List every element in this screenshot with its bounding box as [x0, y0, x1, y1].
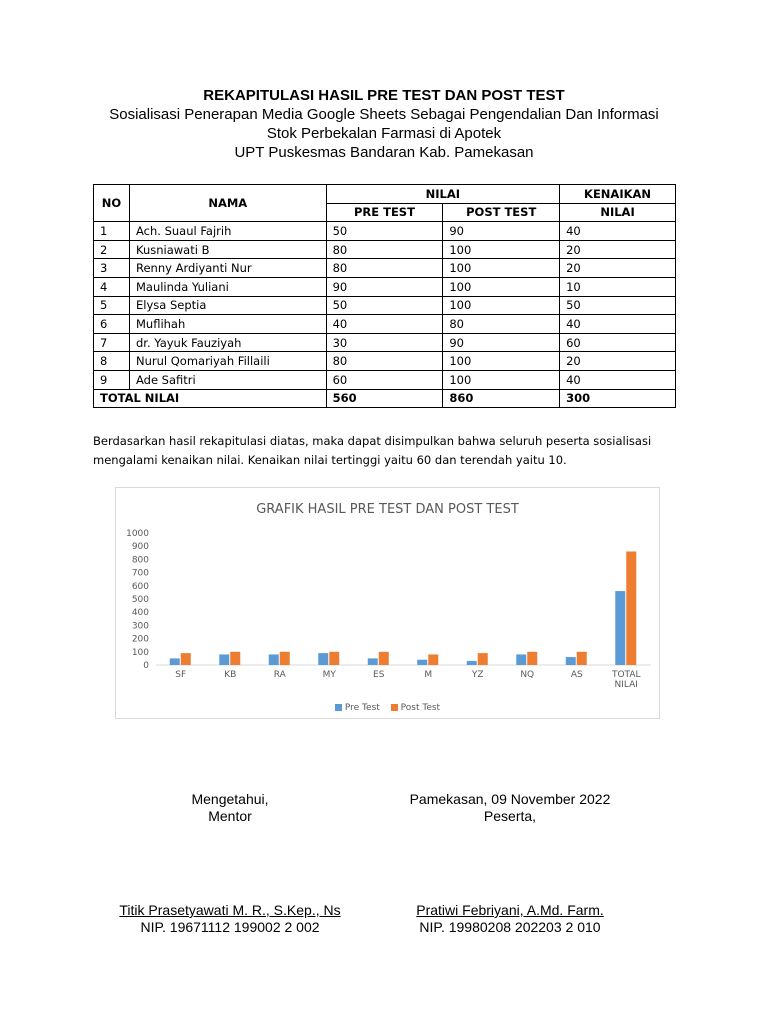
x-tick-label: TOTAL: [611, 670, 641, 680]
table-row: [94, 296, 676, 315]
table-row: [94, 240, 676, 259]
x-tick-label: SF: [175, 670, 187, 680]
y-tick-label: 300: [131, 621, 149, 632]
legend-label-pre: Pre Test: [344, 703, 380, 713]
table-row: [94, 315, 676, 334]
mentor-label: Mentor: [208, 808, 252, 824]
cell-post: 90: [443, 333, 560, 352]
table-row: [94, 222, 676, 241]
x-tick-label: KB: [224, 670, 237, 680]
bar-post-test: [527, 652, 537, 665]
cell-nama: dr. Yayuk Fauziyah: [129, 333, 326, 352]
y-tick-label: 600: [131, 581, 149, 592]
header-kenaikan-1: KENAIKAN: [560, 185, 676, 204]
table-row: [94, 352, 676, 371]
signature-left-heading: [100, 791, 360, 825]
table-row: [94, 370, 676, 389]
cell-nama: Muflihah: [129, 315, 326, 334]
header-post-test: POST TEST: [443, 203, 560, 222]
bar-pre-test: [368, 658, 378, 665]
cell-no: 4: [94, 277, 130, 296]
legend-item-pre: [335, 703, 380, 713]
header-pre-test: PRE TEST: [326, 203, 443, 222]
total-row: [94, 389, 676, 408]
peserta-label: Peserta,: [483, 808, 537, 824]
chart-title: GRAFIK HASIL PRE TEST DAN POST TEST: [256, 502, 519, 517]
cell-nama: Elysa Septia: [129, 296, 326, 315]
bar-pre-test: [170, 658, 180, 665]
cell-naik: 20: [560, 240, 676, 259]
mentor-name: Titik Prasetyawati M. R., S.Kep., Ns: [119, 902, 341, 918]
cell-naik: 20: [560, 259, 676, 278]
bar-pre-test: [467, 661, 477, 665]
bar-post-test: [626, 551, 636, 665]
cell-post: 90: [443, 222, 560, 241]
cell-nama: Nurul Qomariyah Fillaili: [129, 352, 326, 371]
bar-pre-test: [219, 654, 229, 665]
bar-post-test: [329, 652, 339, 665]
bar-post-test: [577, 652, 587, 665]
bar-post-test: [181, 653, 191, 665]
cell-naik: 60: [560, 333, 676, 352]
cell-nama: Ach. Suaul Fajrih: [129, 222, 326, 241]
cell-pre: 30: [326, 333, 443, 352]
total-label: TOTAL NILAI: [94, 389, 327, 408]
table-row: [94, 259, 676, 278]
bar-post-test: [280, 652, 290, 665]
y-tick-label: 1000: [126, 529, 149, 539]
cell-naik: 50: [560, 296, 676, 315]
cell-post: 80: [443, 315, 560, 334]
cell-no: 5: [94, 296, 130, 315]
y-tick-label: 100: [131, 647, 149, 658]
cell-post: 100: [443, 259, 560, 278]
cell-pre: 50: [326, 296, 443, 315]
x-tick-label: NQ: [520, 670, 535, 680]
y-tick-label: 200: [131, 634, 149, 645]
cell-pre: 80: [326, 259, 443, 278]
cell-pre: 50: [326, 222, 443, 241]
x-tick-label: RA: [273, 670, 286, 680]
y-tick-label: 900: [131, 542, 149, 553]
header-nilai: NILAI: [326, 185, 560, 204]
place-date: Pamekasan, 09 November 2022: [409, 791, 611, 807]
cell-pre: 90: [326, 277, 443, 296]
cell-post: 100: [443, 240, 560, 259]
header-no: NO: [94, 185, 130, 222]
cell-nama: Renny Ardiyanti Nur: [129, 259, 326, 278]
subtitle-line-3: UPT Puskesmas Bandaran Kab. Pamekasan: [234, 144, 534, 161]
subtitle-line-1: Sosialisasi Penerapan Media Google Sheets Sebagai Pengendalian Dan Informasi: [109, 106, 659, 123]
cell-pre: 80: [326, 240, 443, 259]
x-tick-label: ES: [373, 670, 385, 680]
bar-post-test: [379, 652, 389, 665]
mentor-nip: NIP. 19671112 199002 2 002: [140, 919, 320, 935]
table-row: [94, 333, 676, 352]
total-post: 860: [443, 389, 560, 408]
cell-no: 9: [94, 370, 130, 389]
cell-naik: 40: [560, 370, 676, 389]
x-tick-label: NILAI: [614, 680, 638, 690]
cell-post: 100: [443, 277, 560, 296]
total-kenaikan: 300: [560, 389, 676, 408]
bar-post-test: [478, 653, 488, 665]
rekap-table: [93, 184, 676, 408]
chart-container: [115, 487, 660, 719]
table-row: [94, 277, 676, 296]
cell-post: 100: [443, 296, 560, 315]
cell-no: 3: [94, 259, 130, 278]
cell-nama: Ade Safitri: [129, 370, 326, 389]
bar-chart: [116, 488, 659, 718]
cell-no: 7: [94, 333, 130, 352]
legend-swatch-pre: [335, 704, 342, 711]
cell-naik: 40: [560, 315, 676, 334]
document-header: [0, 86, 768, 162]
bar-pre-test: [417, 660, 427, 665]
header-kenaikan-2: NILAI: [560, 203, 676, 222]
bar-pre-test: [318, 653, 328, 665]
cell-no: 1: [94, 222, 130, 241]
cell-pre: 80: [326, 352, 443, 371]
bar-pre-test: [615, 591, 625, 665]
conclusion-paragraph: Berdasarkan hasil rekapitulasi diatas, maka dapat disimpulkan bahwa seluruh peserta sosialisasi mengalami kenaikan nilai. Kenaikan nilai tertinggi yaitu 60 dan terendah yaitu 10.: [93, 434, 652, 467]
x-tick-label: AS: [570, 670, 583, 680]
signature-left-block: [100, 902, 360, 936]
cell-naik: 40: [560, 222, 676, 241]
legend-swatch-post: [391, 704, 398, 711]
y-tick-label: 800: [131, 555, 149, 566]
bar-pre-test: [269, 654, 279, 665]
header-nama: NAMA: [129, 185, 326, 222]
peserta-name: Pratiwi Febriyani, A.Md. Farm.: [416, 902, 604, 918]
table-body: [94, 222, 676, 389]
cell-naik: 10: [560, 277, 676, 296]
mengetahui-label: Mengetahui,: [191, 791, 269, 807]
total-pre: 560: [326, 389, 443, 408]
cell-no: 2: [94, 240, 130, 259]
document-title: REKAPITULASI HASIL PRE TEST DAN POST TEST: [203, 87, 565, 104]
cell-pre: 60: [326, 370, 443, 389]
cell-post: 100: [443, 352, 560, 371]
cell-nama: Kusniawati B: [129, 240, 326, 259]
y-tick-label: 0: [143, 661, 149, 671]
x-tick-label: MY: [322, 670, 336, 680]
legend-item-post: [391, 703, 440, 713]
cell-no: 6: [94, 315, 130, 334]
bar-post-test: [230, 652, 240, 665]
bar-pre-test: [516, 654, 526, 665]
subtitle-line-2: Stok Perbekalan Farmasi di Apotek: [266, 125, 502, 142]
chart-legend: [116, 703, 659, 713]
y-tick-label: 500: [131, 595, 149, 605]
signature-right-heading: [380, 791, 640, 825]
cell-naik: 20: [560, 352, 676, 371]
cell-no: 8: [94, 352, 130, 371]
bar-post-test: [428, 654, 438, 665]
y-tick-label: 700: [131, 568, 149, 579]
peserta-nip: NIP. 19980208 202203 2 010: [419, 919, 601, 935]
bar-pre-test: [566, 657, 576, 665]
cell-post: 100: [443, 370, 560, 389]
x-tick-label: YZ: [471, 670, 484, 680]
cell-nama: Maulinda Yuliani: [129, 277, 326, 296]
signature-right-block: [380, 902, 640, 936]
y-tick-label: 400: [131, 608, 149, 619]
legend-label-post: Post Test: [400, 703, 441, 713]
cell-pre: 40: [326, 315, 443, 334]
x-tick-label: M: [424, 670, 433, 680]
